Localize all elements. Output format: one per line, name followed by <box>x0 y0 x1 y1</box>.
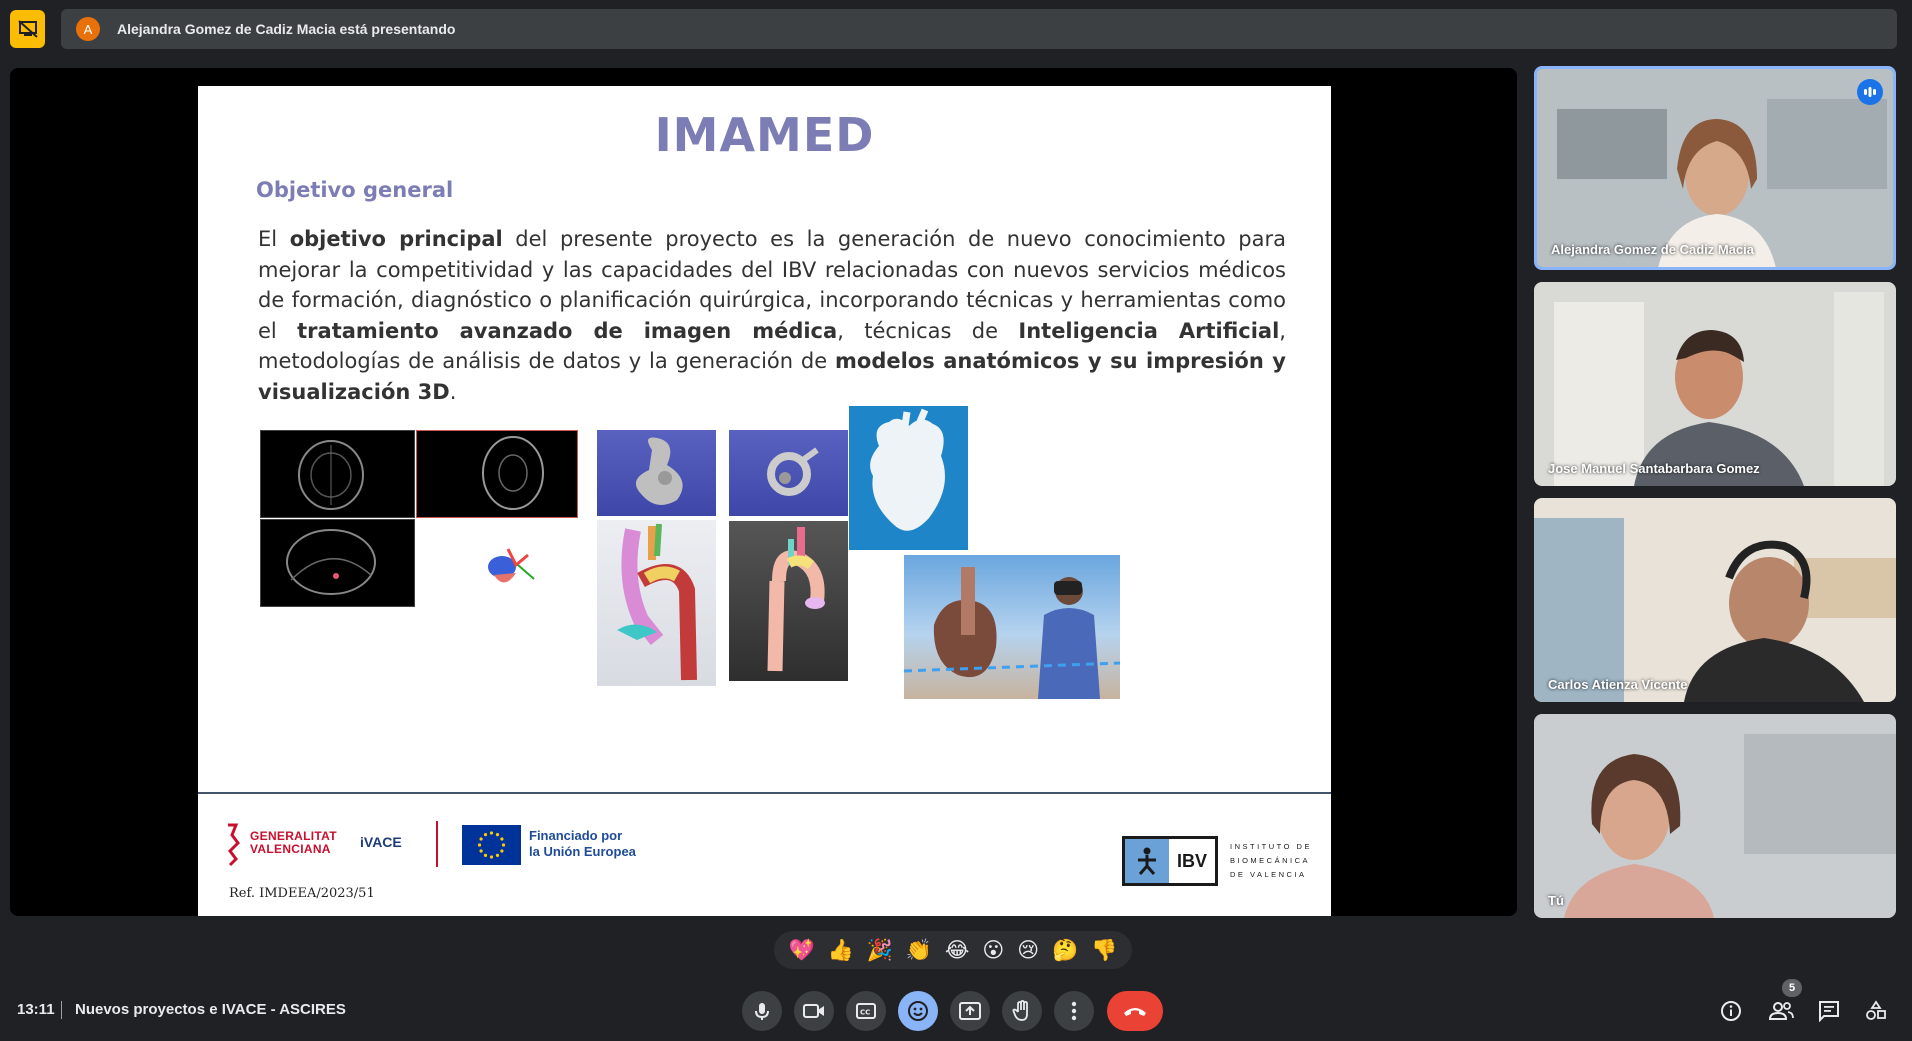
raise-hand-icon <box>1012 1000 1032 1022</box>
reaction-sad[interactable]: 😢 <box>1017 938 1040 962</box>
participant-count-badge: 5 <box>1782 979 1802 997</box>
participant-tile-alejandra[interactable] <box>1534 66 1896 270</box>
meeting-clock: 13:11 <box>17 1001 55 1018</box>
captions-icon <box>856 1003 876 1019</box>
slide <box>198 86 1331 916</box>
reaction-heart[interactable]: 💖 <box>788 938 815 962</box>
participant-tile-self[interactable] <box>1534 714 1896 918</box>
eu-funding-text: Financiado por la Unión Europea <box>529 828 636 859</box>
chat-icon <box>1818 1000 1840 1022</box>
reaction-party[interactable]: 🎉 <box>866 938 893 962</box>
speaking-indicator-icon <box>1857 79 1883 105</box>
svg-text:CC: CC <box>860 1008 871 1017</box>
participant-name: Carlos Atienza Vicente <box>1548 677 1688 692</box>
reactions-button[interactable] <box>898 991 938 1031</box>
info-icon <box>1720 1000 1742 1022</box>
reaction-thinking[interactable]: 🤔 <box>1052 938 1079 962</box>
stop-presenting-button[interactable] <box>10 10 45 48</box>
ibv-logo: IBV <box>1122 836 1218 886</box>
logo-separator <box>436 821 438 867</box>
segmentation-3d-image <box>416 519 578 607</box>
ibv-institute-name: INSTITUTO DE BIOMECÁNICA DE VALENCIA <box>1230 842 1312 879</box>
reaction-clap[interactable]: 👏 <box>905 938 932 962</box>
top-bar <box>0 0 1912 56</box>
slide-subtitle: Objetivo general <box>256 178 454 202</box>
presenter-avatar: A <box>76 17 100 41</box>
slide-footer-divider <box>198 792 1331 794</box>
chat-button[interactable] <box>1815 997 1843 1025</box>
people-icon <box>1768 1000 1794 1022</box>
slide-body: El objetivo principal del presente proyecto es la generación de nuevo conocimiento para mejorar la competitividad y las capacidades del IBV relacionadas con nuevos servicios médicos de formación, diagnóstico o planificación quirúrgica, incorporando técnicas y herramientas como el tratamiento avanzado de imagen médica, técnicas de Inteligencia Artificial, metodologías de análisis de datos y la generación de modelos anatómicos y su impresión y visualización 3D. <box>258 227 1287 404</box>
reaction-laugh[interactable]: 😂 <box>944 938 970 962</box>
presentation-stage[interactable] <box>10 68 1517 916</box>
microphone-button[interactable] <box>742 991 782 1031</box>
participant-tile-jose-manuel[interactable] <box>1534 282 1896 486</box>
participant-name: Jose Manuel Santabarbara Gomez <box>1548 461 1760 476</box>
mri-sagittal-image <box>260 519 415 607</box>
microphone-icon <box>752 1001 772 1021</box>
aorta-model-blue-2 <box>729 430 848 516</box>
reaction-thumbs-up[interactable]: 👍 <box>827 938 854 962</box>
raise-hand-button[interactable] <box>1002 991 1042 1031</box>
mri-axial-image <box>416 430 578 518</box>
ibv-figure-icon <box>1125 839 1169 883</box>
aorta-printed-model <box>729 521 848 681</box>
present-screen-icon <box>959 1002 981 1020</box>
activities-button[interactable] <box>1862 997 1890 1025</box>
participant-video-carlos <box>1534 498 1896 702</box>
printed-heart-image <box>849 406 968 550</box>
aorta-model-blue-1 <box>597 430 716 516</box>
meeting-details-button[interactable] <box>1717 997 1745 1025</box>
participant-video-self <box>1534 714 1896 918</box>
leave-call-button[interactable] <box>1107 991 1163 1031</box>
participant-video-jose-manuel <box>1534 282 1896 486</box>
activities-icon <box>1865 1000 1887 1022</box>
present-screen-button[interactable] <box>950 991 990 1031</box>
camera-icon <box>803 1003 825 1019</box>
end-call-icon <box>1122 1005 1148 1017</box>
bottom-separator <box>61 1001 62 1019</box>
mri-coronal-image <box>260 430 415 518</box>
participant-name: Tú <box>1548 893 1564 908</box>
captions-button[interactable] <box>846 991 886 1031</box>
bottom-bar <box>0 982 1912 1041</box>
more-options-button[interactable] <box>1054 991 1094 1031</box>
project-reference: Ref. IMDEEA/2023/51 <box>229 886 375 901</box>
presenting-banner <box>61 9 1897 49</box>
ivace-logo: iVACE <box>360 834 402 850</box>
participant-name: Alejandra Gomez de Cadiz Macia <box>1551 242 1755 257</box>
generalitat-text: GENERALITAT VALENCIANA <box>250 829 337 856</box>
aorta-segmented-model-1 <box>597 520 716 686</box>
camera-button[interactable] <box>794 991 834 1031</box>
stop-screen-share-icon <box>18 20 38 38</box>
reaction-surprised[interactable]: 😮 <box>982 938 1005 962</box>
reactions-bar <box>774 931 1132 969</box>
participant-tile-carlos[interactable] <box>1534 498 1896 702</box>
emoji-icon <box>907 1000 929 1022</box>
people-button[interactable] <box>1767 997 1795 1025</box>
vr-training-image <box>904 555 1120 699</box>
eu-flag-icon <box>462 825 521 865</box>
more-vert-icon <box>1071 1001 1077 1021</box>
reaction-thumbs-down[interactable]: 👎 <box>1091 938 1118 962</box>
meeting-title: Nuevos proyectos e IVACE - ASCIRES <box>75 1001 346 1018</box>
participant-video-alejandra <box>1537 69 1896 270</box>
presenting-text: Alejandra Gomez de Cadiz Macia está presentando <box>117 21 456 37</box>
slide-title: IMAMED <box>654 108 875 162</box>
